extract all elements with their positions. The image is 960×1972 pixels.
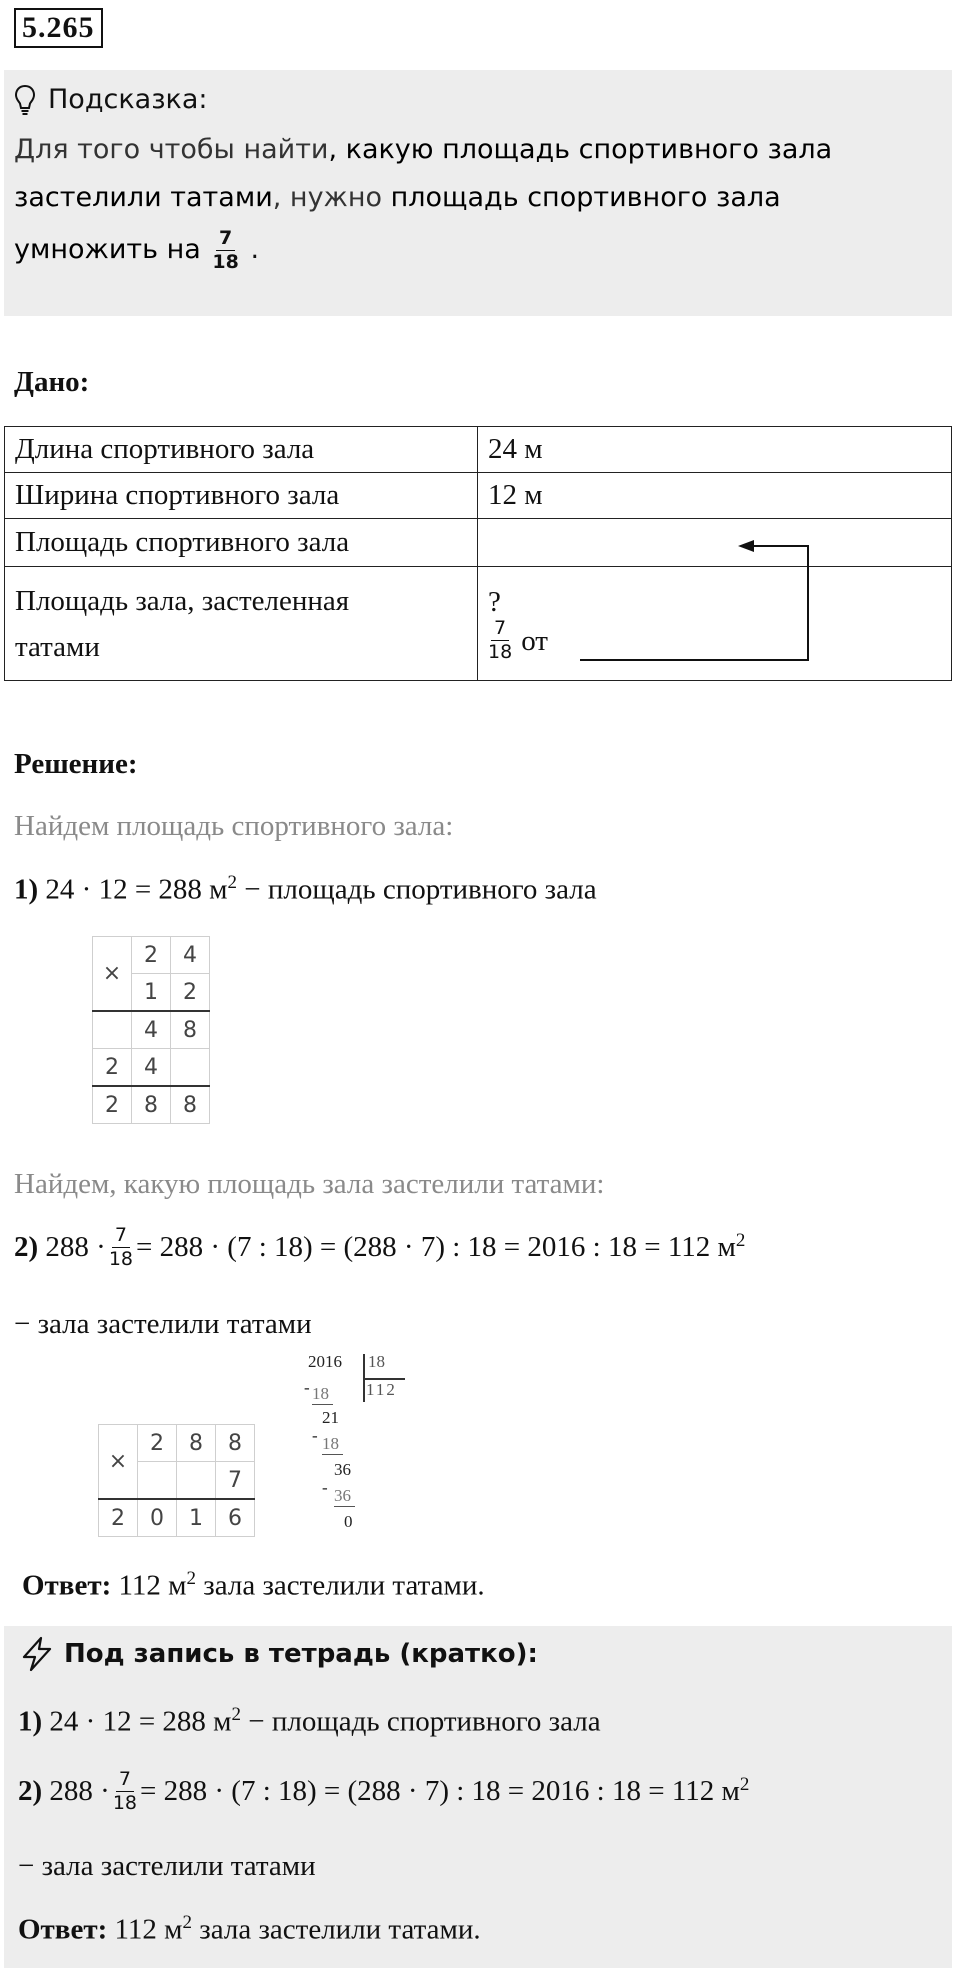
step2-fraction: $\frac{7}{18}$ <box>108 1224 134 1270</box>
short-answer: Ответ: 112 $м^2$ зала застелили татами. <box>18 1912 481 1946</box>
grid-cell: 6 <box>216 1499 255 1537</box>
given-value: 12 м <box>478 473 952 519</box>
grid-cell <box>171 1049 210 1087</box>
grid-cell: 2 <box>93 1086 132 1124</box>
division-remainder: 21 <box>322 1408 339 1427</box>
division-divisor: 18 <box>368 1352 385 1371</box>
lightbulb-icon <box>14 84 36 116</box>
short-step1: 1) 24 · 12 = 288 $м^2$ − площадь спортивного зала <box>18 1704 601 1738</box>
grid-cell: 8 <box>132 1086 171 1124</box>
hint-line-1 <box>14 126 832 174</box>
given-name: Площадь спортивного зала <box>5 519 478 567</box>
grid-row <box>93 1011 210 1049</box>
grid-cell <box>93 1011 132 1049</box>
grid-row <box>93 1049 210 1087</box>
multiplication-grid-1 <box>92 936 210 1124</box>
division-quotient: 112 <box>366 1380 397 1399</box>
hint-text: Для того чтобы найти <box>14 134 329 165</box>
grid-row <box>93 937 210 974</box>
short-step2: 2) 288 · $\frac{7}{18}$ = 288 · (7 : 18) = (288 · 7) : 18 = 2016 : 18 = 112 м $^2$ <box>18 1768 750 1814</box>
grid-row <box>93 1086 210 1124</box>
grid-cell: 4 <box>171 937 210 974</box>
given-name: Длина спортивного зала <box>5 427 478 473</box>
minus-sign: - <box>304 1378 310 1397</box>
grid-cell: 1 <box>132 974 171 1012</box>
minus-sign: - <box>322 1478 328 1497</box>
step1-line: 1) 24 · 12 = 288 $м^2$ − площадь спортивного зала <box>14 872 597 906</box>
grid-cell: 4 <box>132 1011 171 1049</box>
division-remainder: 0 <box>344 1512 353 1531</box>
hint-line-2 <box>14 174 781 222</box>
short-notes-title <box>20 1632 538 1676</box>
hint-period: . <box>250 234 260 265</box>
grid-row <box>99 1425 255 1462</box>
grid-cell: 2 <box>99 1499 138 1537</box>
table-row <box>5 473 952 519</box>
short-step2-fraction: $\frac{7}{18}$ <box>112 1768 138 1814</box>
hint-fraction: $\frac{7}{18}$ <box>212 227 239 273</box>
division-dividend: 2016 <box>308 1352 342 1371</box>
grid-cell: 8 <box>216 1425 255 1462</box>
given-name: Ширина спортивного зала <box>5 473 478 519</box>
minus-sign: - <box>312 1426 318 1445</box>
given-fraction: $\frac{7}{18}$ <box>488 617 513 663</box>
grid-cell: 2 <box>93 1049 132 1087</box>
division-subtract: 18 <box>322 1434 343 1455</box>
grid-cell: 7 <box>216 1462 255 1500</box>
grid-cell: 0 <box>138 1499 177 1537</box>
times-sign: × <box>99 1425 138 1500</box>
problem-number: 5.265 <box>14 8 103 48</box>
unknown-mark: ? <box>488 586 501 618</box>
given-value: 24 м <box>478 427 952 473</box>
grid-cell: 2 <box>132 937 171 974</box>
step2-tail: − зала застелили татами <box>14 1308 312 1340</box>
given-fraction-of: $\frac{7}{18}$ от <box>488 617 548 663</box>
division-subtract: 18 <box>312 1384 333 1405</box>
grid-cell: 4 <box>132 1049 171 1087</box>
hint-text-emph: , какую площадь спортивного зала <box>328 134 833 165</box>
hint-line-3 <box>14 222 259 278</box>
hint-text-emph: застелили татами <box>14 182 273 213</box>
short-step2-tail: − зала застелили татами <box>18 1850 316 1882</box>
division-subtract: 36 <box>334 1486 355 1507</box>
step1-intro: Найдем площадь спортивного зала: <box>14 810 454 842</box>
grid-cell: 8 <box>177 1425 216 1462</box>
given-label: Дано: <box>14 366 90 398</box>
lightning-icon <box>20 1636 54 1672</box>
times-sign: × <box>93 937 132 1012</box>
grid-cell: 2 <box>138 1425 177 1462</box>
step2-line: 2) 288 · $\frac{7}{18}$ = 288 · (7 : 18) = (288 · 7) : 18 = 2016 : 18 = 112 м $^2$ <box>14 1224 746 1270</box>
grid-row <box>99 1499 255 1537</box>
division-remainder: 36 <box>334 1460 351 1479</box>
answer-line: Ответ: 112 $м^2$ зала застелили татами. <box>22 1568 485 1602</box>
given-name-line: Площадь зала, застеленная <box>15 584 350 617</box>
reference-arrow <box>560 530 820 670</box>
grid-cell: 1 <box>177 1499 216 1537</box>
hint-text: , нужно <box>272 182 391 213</box>
grid-cell: 8 <box>171 1011 210 1049</box>
step2-intro: Найдем, какую площадь зала застелили татами: <box>14 1168 605 1200</box>
grid-cell <box>138 1462 177 1500</box>
hint-title-text: Подсказка: <box>48 84 208 115</box>
short-notes-title-text: Под запись в тетрадь (кратко): <box>64 1639 538 1669</box>
hint-title <box>14 80 208 120</box>
given-name-line: татами <box>15 630 100 663</box>
solution-label: Решение: <box>14 748 138 780</box>
grid-cell: 8 <box>171 1086 210 1124</box>
hint-text-emph: умножить на <box>14 234 201 265</box>
multiplication-grid-2 <box>98 1424 255 1537</box>
given-name <box>5 567 478 681</box>
long-division <box>300 1352 420 1552</box>
table-row <box>5 427 952 473</box>
grid-cell: 2 <box>171 974 210 1012</box>
hint-text-emph: площадь спортивного зала <box>390 182 781 213</box>
grid-cell <box>177 1462 216 1500</box>
